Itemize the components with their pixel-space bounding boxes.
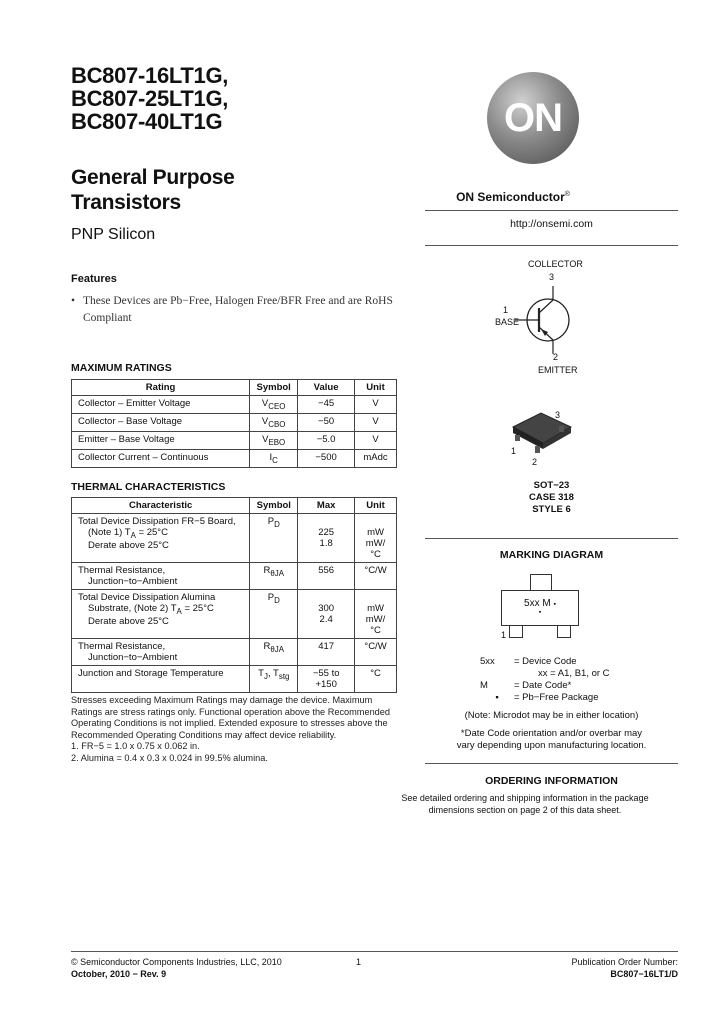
rating-cell: Collector Current – Continuous [72,449,250,467]
characteristic-cell: Total Device Dissipation FR−5 Board, (Note 1) $T_A = 25^\circ C$ Derate above 25°C [72,514,250,563]
table-row [72,563,397,590]
ordering-text: See detailed ordering and shipping information in the package dimensions section on page 2 of this data sheet. [401,793,649,815]
legend-row: M = Date Code* [480,680,572,691]
unit-cell: °C/W [355,639,397,666]
unit-cell: mAdc [355,449,397,467]
symbol-cell: $P_D$ [250,514,298,563]
part-line: BC807-16LT1G, [71,63,229,88]
title-line: General Purpose [71,166,235,189]
symbol-cell: $T_J$, $T_{stg}$ [250,666,298,693]
ordering-heading: ORDERING INFORMATION [485,775,618,787]
divider [425,210,678,211]
pkg-pin-3: 3 [555,410,561,420]
pkg-pin-2: 2 [532,457,538,467]
symbol-cell: $R_{\theta JA}$ [250,563,298,590]
symbol-cell: $V_{CBO}$ [250,413,298,431]
rating-cell: Collector – Emitter Voltage [72,396,250,414]
column-header: Characteristic [72,498,250,514]
title-line: Transistors [71,191,181,214]
revision-date: October, 2010 − Rev. 9 [71,969,167,979]
divider [425,763,678,764]
unit-cell: V [355,396,397,414]
product-title [71,165,235,215]
publication-number: BC807−16LT1/D [610,969,678,979]
max-ratings-table [71,379,397,468]
column-header: Symbol [250,498,298,514]
bullet-text: These Devices are Pb−Free, Halogen Free/BFR Free and are RoHS [83,295,393,307]
thermal-heading: THERMAL CHARACTERISTICS [71,481,226,493]
column-header: Value [298,380,355,396]
pin-2-label: 2 [553,352,559,362]
table-header-row [72,498,397,514]
max-cell: 225 1.8 [298,514,355,563]
marking-package-body: 5xx M ▪ ▪ [501,590,579,626]
characteristic-cell: Junction and Storage Temperature [72,666,250,693]
unit-cell: mW mW/°C [355,590,397,639]
rating-cell: Emitter – Base Voltage [72,431,250,449]
max-cell: 417 [298,639,355,666]
table-row [72,396,397,414]
thermal-table [71,497,397,693]
column-header: Unit [355,380,397,396]
microdot-note: (Note: Microdot may be in either location) [464,710,639,721]
copyright: © Semiconductor Components Industries, LLC, 2010 [71,957,282,967]
legend-row: xx = A1, B1, or C [538,668,610,679]
note-1: 1. FR−5 = 1.0 x 0.75 x 0.062 in. [71,741,200,752]
table-row [72,449,397,467]
footer-divider [71,951,678,952]
value-cell: −500 [298,449,355,467]
marking-legend [480,656,610,704]
base-label: BASE [495,317,520,327]
characteristic-cell: Total Device Dissipation Alumina Substrate, (Note 2) $T_A = 25^\circ C$ Derate above 25°C [72,590,250,639]
pkg-pin-1: 1 [511,446,517,456]
package-info: SOT−23 CASE 318 STYLE 6 [529,480,574,515]
legend-row: 5xx = Device Code [480,656,577,667]
note-2: 2. Alumina = 0.4 x 0.3 x 0.024 in 99.5% alumina. [71,752,268,763]
rating-cell: Collector – Base Voltage [72,413,250,431]
unit-cell: V [355,431,397,449]
symbol-cell: $V_{CEO}$ [250,396,298,414]
legend-row: ▪ = Pb−Free Package [495,692,599,703]
marking-lead-2 [557,625,571,638]
table-row [72,413,397,431]
divider [425,538,678,539]
pin-3-label: 3 [549,272,555,282]
part-line: BC807-25LT1G, [71,86,229,111]
symbol-cell: $V_{EBO}$ [250,431,298,449]
unit-cell: °C/W [355,563,397,590]
collector-label: COLLECTOR [528,259,583,269]
max-cell: 556 [298,563,355,590]
company-name: ON Semiconductor® [456,190,570,204]
marking-pin-1: 1 [501,630,507,640]
features-bullet [71,293,411,327]
characteristic-cell: Thermal Resistance, Junction−to−Ambient [72,563,250,590]
sot23-package-icon [505,405,585,465]
symbol-cell: $R_{\theta JA}$ [250,639,298,666]
column-header: Unit [355,498,397,514]
emitter-label: EMITTER [538,365,578,375]
bullet-icon: • [71,295,76,307]
table-header-row [72,380,397,396]
value-cell: −50 [298,413,355,431]
table-row [72,590,397,639]
table-row [72,514,397,563]
features-heading: Features [71,273,117,285]
symbol-cell: $P_D$ [250,590,298,639]
symbol-cell: $I_C$ [250,449,298,467]
date-code-note: *Date Code orientation and/or overbar may vary depending upon manufacturing location. [456,728,647,751]
table-row [72,639,397,666]
value-cell: −45 [298,396,355,414]
max-cell: 300 2.4 [298,590,355,639]
value-cell: −5.0 [298,431,355,449]
max-cell: −55 to +150 [298,666,355,693]
bullet-text: Compliant [83,312,132,324]
column-header: Symbol [250,380,298,396]
table-row [72,666,397,693]
column-header: Max [298,498,355,514]
column-header: Rating [72,380,250,396]
table-row [72,431,397,449]
marking-top-lead [530,574,552,591]
divider [425,245,678,246]
stress-note: Stresses exceeding Maximum Ratings may damage the device. Maximum Ratings are stress ratings only. Functional operation above the Recommended Operating Conditions is not implied. Extended exposure to stresses above the Recommended Operating Conditions may affect device reliability. 1. FR−5 = 1.0 x 0.75 x 0.062 in. 2. Alumina = 0.4 x 0.3 x 0.024 in 99.5% alumina. [71,695,401,765]
on-semiconductor-logo: ON [487,72,579,164]
pin-1-label: 1 [503,305,509,315]
marking-diagram-heading: MARKING DIAGRAM [499,549,604,561]
publication-label: Publication Order Number: [571,957,678,967]
marking-lead-1 [509,625,523,638]
max-ratings-heading: MAXIMUM RATINGS [71,362,172,374]
unit-cell: °C [355,666,397,693]
unit-cell: mW mW/°C [355,514,397,563]
part-number-title [71,64,228,133]
website-link[interactable]: http://onsemi.com [510,218,593,230]
part-line: BC807-40LT1G [71,109,223,134]
unit-cell: V [355,413,397,431]
characteristic-cell: Thermal Resistance, Junction−to−Ambient [72,639,250,666]
page-number: 1 [356,957,362,967]
product-subtitle: PNP Silicon [71,226,156,243]
